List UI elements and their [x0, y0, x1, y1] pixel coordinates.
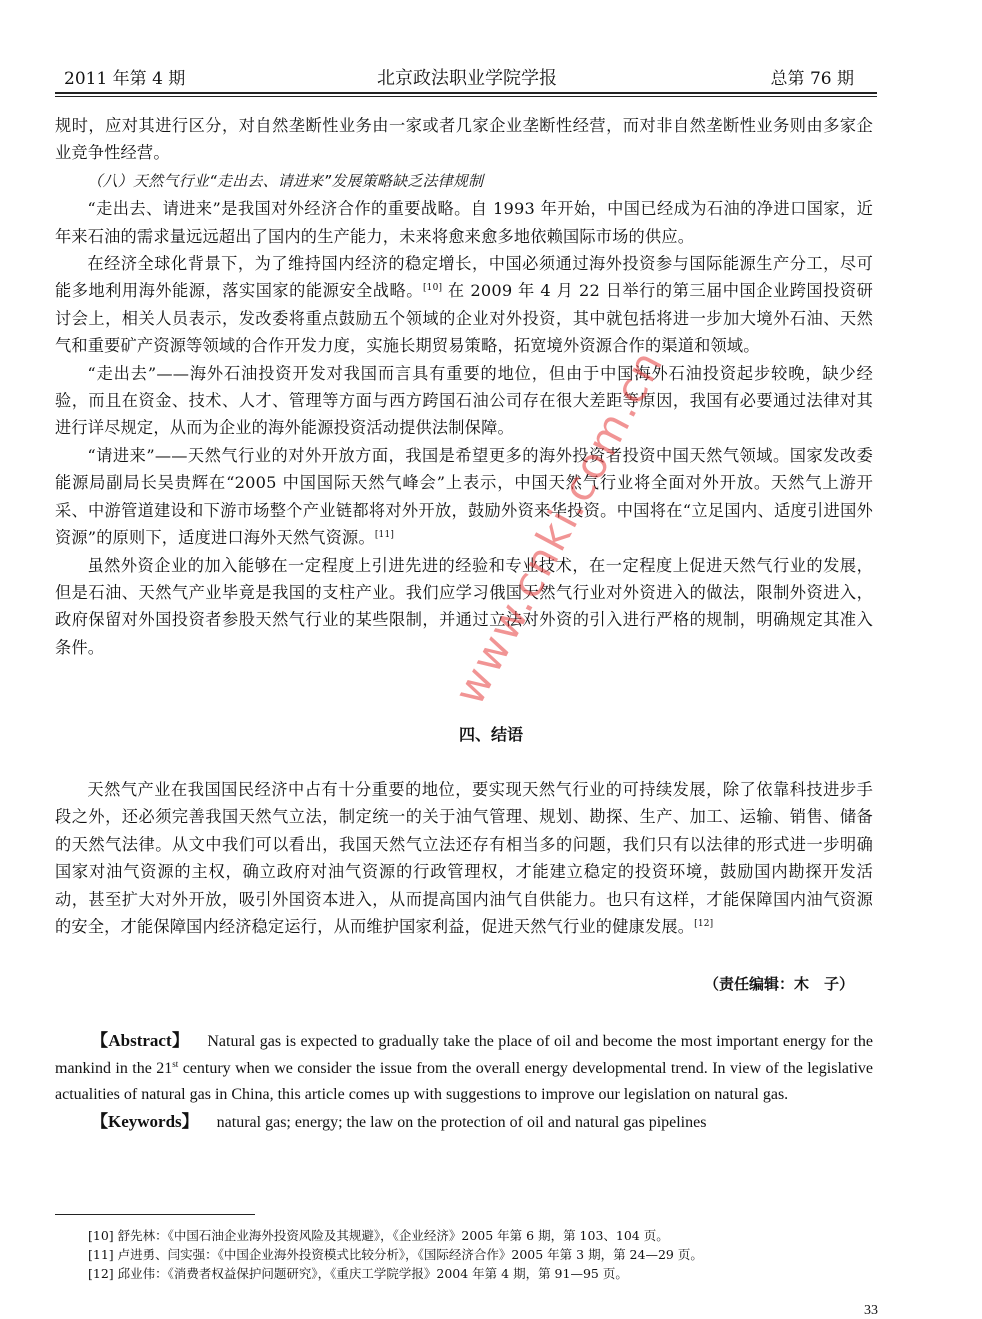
footnote: [10] 舒先林：《中国石油企业海外投资风险及其规避》，《企业经济》2005 年第 6 期，第 103、104 页。 [88, 1228, 669, 1243]
paragraph-continued: 规时，应对其进行区分，对自然垄断性业务由一家或者几家企业垄断性经营，而对非自然垄断性业务则由多家企业竞争性经营。 [55, 116, 873, 163]
abstract: 【Abstract】 Natural gas is expected to gradually take the place of oil and become the most important energy for the mankind in the 21st century when we consider the issue from the overall energy developmental trend. In view of the legislative actualities of natural gas in China, this article comes up with suggestions to improve our legislation on natural gas. [55, 1031, 874, 1103]
page-number: 33 [864, 1303, 878, 1318]
issue-label: 2011 年第 4 期 [64, 69, 186, 89]
conclusion-body [55, 776, 873, 940]
footnotes [88, 1226, 868, 1283]
paragraph: “走出去、请进来”是我国对外经济合作的重要战略。自 1993 年开始，中国已经成为石油的净进口国家，近年来石油的需求量远远超出了国内的生产能力，未来将愈来愈多地依赖国际市场的供应。 [55, 199, 873, 246]
paragraph: 天然气产业在我国国民经济中占有十分重要的地位，要实现天然气行业的可持续发展，除了依靠科技进步手段之外，还必须完善我国天然气立法，制定统一的关于油气管理、规划、勘探、生产、加工、运输、销售、储备的天然气法律。从文中我们可以看出，我国天然气立法还存有相当多的问题，我们只有以法律的形式进一步明确国家对油气资源的主权，确立政府对油气资源的行政管理权，才能建立稳定的投资环境，鼓励国内勘探开发活动，甚至扩大对外开放，吸引外国资本进入，从而提高国内油气自供能力。也只有这样，才能保障国内油气资源的安全，才能保障国内经济稳定运行，从而维护国家利益，促进天然气行业的健康发展。[12] [55, 780, 873, 937]
footnote: [11] 卢进勇、闫实强：《中国企业海外投资模式比较分析》，《国际经济合作》2005 年第 3 期，第 24—29 页。 [88, 1247, 703, 1262]
keywords-label: 【Keywords】 [91, 1111, 199, 1131]
footnote-rule [55, 1214, 255, 1215]
article-body [55, 112, 873, 661]
header-rule-thin [55, 96, 877, 97]
citation-ref: [11] [374, 530, 395, 541]
paragraph: “走出去”——海外石油投资开发对我国而言具有重要的地位，但由于中国海外石油投资起步较晚，缺少经验，而且在资金、技术、人才、管理等方面与西方跨国石油公司存在很大差距等原因，我国有必要通过法律对其进行详尽规定，从而为企业的海外能源投资活动提供法制保障。 [55, 363, 873, 438]
citation-ref: [12] [694, 919, 714, 930]
paragraph: “请进来”——天然气行业的对外开放方面，我国是希望更多的海外投资者投资中国天然气领域。国家发改委能源局副局长吴贵辉在“2005 中国国际天然气峰会”上表示，中国天然气行业将全面对外开放。天然气上游开采、中游管道建设和下游市场整个产业链都将对外开放，鼓励外资来华投资。中国将在“立足国内、适度引进国外资源”的原则下，适度进口海外天然气资源。[11] [55, 445, 873, 548]
abstract-label: 【Abstract】 [91, 1031, 190, 1050]
running-header [60, 62, 874, 90]
header-rule-thick [55, 92, 877, 94]
citation-ref: [10] [422, 283, 443, 294]
paragraph: 在经济全球化背景下，为了维持国内经济的稳定增长，中国必须通过海外投资参与国际能源生产分工，尽可能多地利用海外能源，落实国家的能源安全战略。[10] 在 2009 年 4 月 22 日举行的第三届中国企业跨国投资研讨会上，相关人员表示，发改委将重点鼓励五个领域的企业对外投资，其中就包括将进一步加大境外石油、天然气和重要矿产资源等领域的合作开发力度，实施长期贸易策略，拓宽境外资源合作的渠道和领域。 [55, 254, 873, 356]
keywords: 【Keywords】 natural gas; energy; the law on the protection of oil and natural gas pipelines [91, 1111, 707, 1131]
paragraph: 虽然外资企业的加入能够在一定程度上引进先进的经验和专业技术，在一定程度上促进天然气行业的发展，但是石油、天然气产业毕竟是我国的支柱产业。我们应学习俄国天然气行业对外资进入的做法，限制外资进入，政府保留对外国投资者参股天然气行业的某些限制，并通过立法对外资的引入进行严格的规制，明确规定其准入条件。 [55, 555, 873, 657]
total-issue-label: 总第 76 期 [770, 69, 854, 89]
subsection-heading: （八）天然气行业“走出去、请进来”发展策略缺乏法律规制 [87, 171, 484, 190]
watermark: www.cnki.com.cn [444, 341, 673, 713]
section-title: 四、结语 [458, 725, 523, 744]
footnote: [12] 邱业伟：《消费者权益保护问题研究》，《重庆工学院学报》2004 年第 4 期，第 91—95 页。 [88, 1266, 628, 1281]
journal-title: 北京政法职业学院学报 [377, 68, 557, 89]
responsible-editor: （责任编辑：木 子） [703, 975, 854, 993]
abstract-block [55, 1028, 873, 1136]
